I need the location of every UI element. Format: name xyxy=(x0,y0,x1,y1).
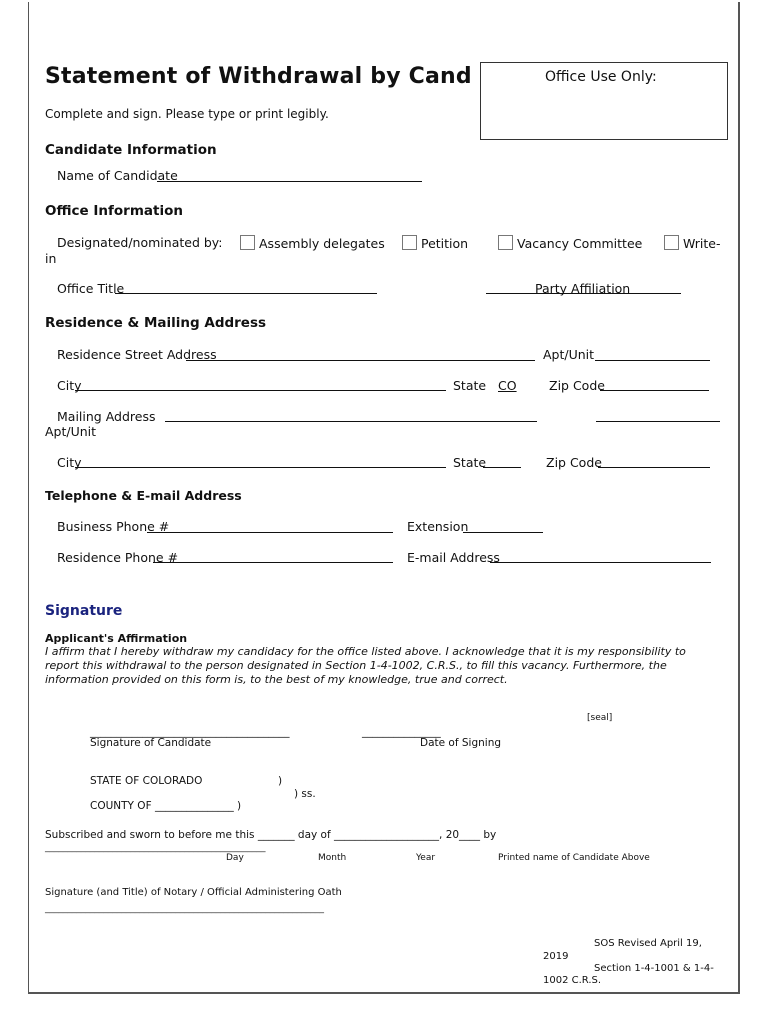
address-header: Residence & Mailing Address xyxy=(45,315,267,331)
writein-label: Write- xyxy=(683,236,721,251)
city-field[interactable] xyxy=(75,390,446,391)
name-field[interactable] xyxy=(157,181,422,182)
city-label: City xyxy=(57,378,82,393)
seal: [seal] xyxy=(587,713,613,723)
zip2-field[interactable] xyxy=(598,467,710,468)
revision-text: SOS Revised April 19, xyxy=(594,938,702,949)
assembly-checkbox[interactable] xyxy=(240,235,255,250)
residence-phone-label: Residence Phone # xyxy=(57,550,179,565)
city2-field[interactable] xyxy=(75,467,446,468)
date-line[interactable]: _______________ xyxy=(362,726,441,738)
apt-field[interactable] xyxy=(595,360,710,361)
email-field[interactable] xyxy=(490,562,711,563)
contact-header: Telephone & E-mail Address xyxy=(45,488,242,503)
business-phone-label: Business Phone # xyxy=(57,519,170,534)
section-text-cont: 1002 C.R.S. xyxy=(543,975,602,986)
day-label: Day xyxy=(226,853,244,863)
office-use-label: Office Use Only: xyxy=(545,69,657,85)
notary-label: Signature (and Title) of Notary / Official Administering Oath xyxy=(45,887,342,898)
office-info-header: Office Information xyxy=(45,203,183,219)
name-label: Name of Candidate xyxy=(57,168,178,183)
mailing-apt-field[interactable] xyxy=(596,421,720,422)
sworn-text: Subscribed and sworn to before me this _______ day of ____________________, 20____ by xyxy=(45,829,497,841)
printed-name-label: Printed name of Candidate Above xyxy=(498,853,650,863)
designated-label: Designated/nominated by: xyxy=(57,235,223,250)
assembly-label: Assembly delegates xyxy=(259,236,385,251)
option-vacancy[interactable] xyxy=(498,235,642,251)
extension-label: Extension xyxy=(407,519,469,534)
office-use-box xyxy=(480,62,728,140)
state-label: State xyxy=(453,378,487,393)
state2-label: State xyxy=(453,455,487,470)
city2-label: City xyxy=(57,455,82,470)
ss: ) ss. xyxy=(294,788,316,800)
writein-label-cont: in xyxy=(45,251,57,266)
instructions: Complete and sign. Please type or print legibly. xyxy=(45,107,329,121)
zip2-label: Zip Code xyxy=(546,455,602,470)
county-of: COUNTY OF _______________ ) xyxy=(90,800,242,812)
mailing-field[interactable] xyxy=(165,421,537,422)
sworn-line[interactable]: _________________________________________________ xyxy=(45,843,266,853)
option-petition[interactable] xyxy=(402,235,468,251)
zip-field[interactable] xyxy=(600,390,709,391)
option-writein[interactable] xyxy=(664,235,721,251)
business-phone-field[interactable] xyxy=(147,532,393,533)
state2-field[interactable] xyxy=(483,467,521,468)
extension-field[interactable] xyxy=(463,532,543,533)
office-title-label: Office Title xyxy=(57,281,125,296)
state-of-colorado: STATE OF COLORADO xyxy=(90,775,203,787)
candidate-info-header: Candidate Information xyxy=(45,142,217,158)
state-value[interactable]: CO xyxy=(498,378,517,393)
mailing-label: Mailing Address xyxy=(57,409,156,424)
residence-phone-field[interactable] xyxy=(153,562,393,563)
month-label: Month xyxy=(318,853,347,863)
petition-checkbox[interactable] xyxy=(402,235,417,250)
vacancy-label: Vacancy Committee xyxy=(517,236,643,251)
vacancy-checkbox[interactable] xyxy=(498,235,513,250)
year-label: Year xyxy=(416,853,436,863)
signature-label: Signature of Candidate xyxy=(90,737,212,749)
petition-label: Petition xyxy=(421,236,469,251)
affirmation-title: Applicant's Affirmation xyxy=(45,632,188,645)
street-label: Residence Street Address xyxy=(57,347,217,362)
signature-line[interactable]: ______________________________________ xyxy=(90,726,290,738)
paren: ) xyxy=(278,775,283,787)
option-assembly[interactable] xyxy=(240,235,385,251)
section-text: Section 1-4-1001 & 1-4- xyxy=(594,963,714,974)
revision-year: 2019 xyxy=(543,951,569,962)
zip-label: Zip Code xyxy=(549,378,605,393)
notary-line[interactable]: ______________________________________________________________ xyxy=(45,904,324,914)
mailing-apt-label: Apt/Unit xyxy=(45,424,97,439)
affirmation-text: I affirm that I hereby withdraw my candidacy for the office listed above. I acknowledge that it is my responsibility to report this withdrawal to the person designated in Section 1-4-1002, C.R.S., to fill this vacancy. Furthermore, the information provided on this form is, to the best of my knowledge, true and correct. xyxy=(45,645,686,686)
party-label: Party Affiliation xyxy=(535,281,631,296)
office-title-field[interactable] xyxy=(115,293,377,294)
signature-header: Signature xyxy=(45,603,123,619)
apt-label: Apt/Unit xyxy=(543,347,595,362)
form-title: Statement of Withdrawal by Cand xyxy=(45,64,472,89)
date-label: Date of Signing xyxy=(420,737,502,749)
email-label: E-mail Address xyxy=(407,550,500,565)
street-field[interactable] xyxy=(186,360,535,361)
writein-checkbox[interactable] xyxy=(664,235,679,250)
